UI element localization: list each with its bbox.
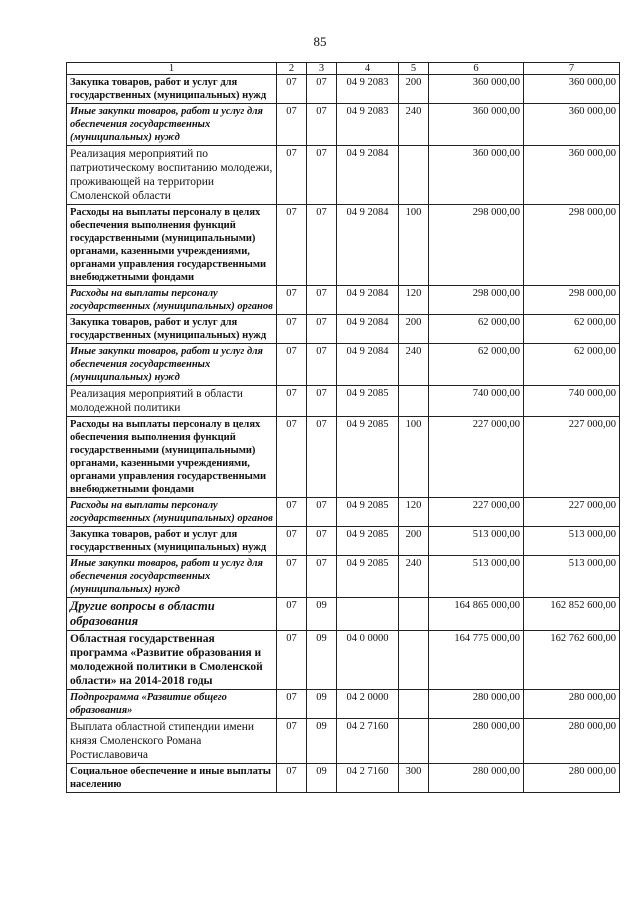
amount-col6-cell: 513 000,00 [429, 527, 524, 556]
row-name-cell: Областная государственная программа «Развитие образования и молодежной политики в Смоленской области» на 2014-2018 годы [67, 631, 277, 690]
column-header: 6 [429, 63, 524, 75]
table-row [67, 598, 620, 631]
row-name-cell: Реализация мероприятий по патриотическому воспитанию молодежи, проживающей на территории Смоленской области [67, 146, 277, 205]
amount-col7-cell: 740 000,00 [524, 386, 620, 417]
column-header: 2 [277, 63, 307, 75]
target-article-cell: 04 9 2083 [337, 104, 399, 146]
section-code-cell: 07 [277, 146, 307, 205]
table-row [67, 764, 620, 793]
table-row [67, 75, 620, 104]
amount-col6-cell: 513 000,00 [429, 556, 524, 598]
subsection-code-cell: 07 [307, 286, 337, 315]
table-row [67, 104, 620, 146]
subsection-code-cell: 07 [307, 556, 337, 598]
amount-col6-cell: 360 000,00 [429, 75, 524, 104]
subsection-code-cell: 09 [307, 764, 337, 793]
table-row [67, 315, 620, 344]
amount-col6-cell: 298 000,00 [429, 286, 524, 315]
expense-type-cell: 120 [399, 498, 429, 527]
section-code-cell: 07 [277, 719, 307, 764]
amount-col6-cell: 740 000,00 [429, 386, 524, 417]
subsection-code-cell: 07 [307, 344, 337, 386]
target-article-cell [337, 598, 399, 631]
section-code-cell: 07 [277, 631, 307, 690]
subsection-code-cell: 07 [307, 104, 337, 146]
expense-type-cell: 100 [399, 205, 429, 286]
row-name-cell: Расходы на выплаты персоналу государственных (муниципальных) органов [67, 286, 277, 315]
expense-type-cell: 240 [399, 556, 429, 598]
target-article-cell: 04 9 2085 [337, 556, 399, 598]
amount-col6-cell: 164 865 000,00 [429, 598, 524, 631]
column-header: 4 [337, 63, 399, 75]
column-header: 1 [67, 63, 277, 75]
section-code-cell: 07 [277, 104, 307, 146]
table-row [67, 146, 620, 205]
target-article-cell: 04 9 2084 [337, 205, 399, 286]
expense-type-cell [399, 631, 429, 690]
table-row [67, 527, 620, 556]
subsection-code-cell: 09 [307, 598, 337, 631]
amount-col7-cell: 298 000,00 [524, 286, 620, 315]
target-article-cell: 04 2 7160 [337, 719, 399, 764]
subsection-code-cell: 07 [307, 146, 337, 205]
amount-col6-cell: 227 000,00 [429, 417, 524, 498]
column-header: 7 [524, 63, 620, 75]
amount-col7-cell: 513 000,00 [524, 556, 620, 598]
subsection-code-cell: 09 [307, 690, 337, 719]
amount-col6-cell: 164 775 000,00 [429, 631, 524, 690]
section-code-cell: 07 [277, 75, 307, 104]
expense-type-cell [399, 386, 429, 417]
amount-col6-cell: 280 000,00 [429, 719, 524, 764]
amount-col7-cell: 62 000,00 [524, 344, 620, 386]
expense-type-cell: 100 [399, 417, 429, 498]
row-name-cell: Подпрограмма «Развитие общего образования» [67, 690, 277, 719]
amount-col7-cell: 360 000,00 [524, 75, 620, 104]
expense-type-cell: 120 [399, 286, 429, 315]
expense-type-cell: 300 [399, 764, 429, 793]
target-article-cell: 04 2 7160 [337, 764, 399, 793]
section-code-cell: 07 [277, 286, 307, 315]
table-row [67, 556, 620, 598]
row-name-cell: Иные закупки товаров, работ и услуг для обеспечения государственных (муниципальных) нужд [67, 104, 277, 146]
subsection-code-cell: 07 [307, 386, 337, 417]
subsection-code-cell: 07 [307, 315, 337, 344]
amount-col7-cell: 227 000,00 [524, 498, 620, 527]
target-article-cell: 04 9 2083 [337, 75, 399, 104]
amount-col7-cell: 227 000,00 [524, 417, 620, 498]
expense-type-cell: 200 [399, 315, 429, 344]
table-row [67, 498, 620, 527]
target-article-cell: 04 9 2084 [337, 286, 399, 315]
subsection-code-cell: 09 [307, 631, 337, 690]
amount-col7-cell: 162 852 600,00 [524, 598, 620, 631]
amount-col6-cell: 62 000,00 [429, 315, 524, 344]
table-row [67, 286, 620, 315]
subsection-code-cell: 07 [307, 498, 337, 527]
expense-type-cell [399, 598, 429, 631]
target-article-cell: 04 9 2084 [337, 315, 399, 344]
amount-col7-cell: 360 000,00 [524, 104, 620, 146]
row-name-cell: Расходы на выплаты персоналу государственных (муниципальных) органов [67, 498, 277, 527]
subsection-code-cell: 09 [307, 719, 337, 764]
amount-col6-cell: 360 000,00 [429, 104, 524, 146]
target-article-cell: 04 0 0000 [337, 631, 399, 690]
table-row [67, 631, 620, 690]
section-code-cell: 07 [277, 386, 307, 417]
row-name-cell: Другие вопросы в области образования [67, 598, 277, 631]
section-code-cell: 07 [277, 527, 307, 556]
row-name-cell: Закупка товаров, работ и услуг для государственных (муниципальных) нужд [67, 75, 277, 104]
amount-col7-cell: 360 000,00 [524, 146, 620, 205]
amount-col6-cell: 62 000,00 [429, 344, 524, 386]
table-row [67, 719, 620, 764]
section-code-cell: 07 [277, 556, 307, 598]
table-body [67, 75, 620, 793]
expense-type-cell [399, 719, 429, 764]
row-name-cell: Иные закупки товаров, работ и услуг для обеспечения государственных (муниципальных) нужд [67, 556, 277, 598]
amount-col6-cell: 360 000,00 [429, 146, 524, 205]
row-name-cell: Выплата областной стипендии имени князя Смоленского Романа Ростиславовича [67, 719, 277, 764]
amount-col6-cell: 227 000,00 [429, 498, 524, 527]
row-name-cell: Реализация мероприятий в области молодежной политики [67, 386, 277, 417]
amount-col7-cell: 298 000,00 [524, 205, 620, 286]
amount-col6-cell: 298 000,00 [429, 205, 524, 286]
section-code-cell: 07 [277, 417, 307, 498]
subsection-code-cell: 07 [307, 527, 337, 556]
row-name-cell: Расходы на выплаты персоналу в целях обеспечения выполнения функций государственными (муниципальными) органами, казенными учреждениями, органами управления государственными внебюджетными фондами [67, 417, 277, 498]
expense-type-cell: 200 [399, 527, 429, 556]
section-code-cell: 07 [277, 205, 307, 286]
expense-type-cell: 240 [399, 344, 429, 386]
target-article-cell: 04 2 0000 [337, 690, 399, 719]
amount-col6-cell: 280 000,00 [429, 690, 524, 719]
section-code-cell: 07 [277, 598, 307, 631]
amount-col7-cell: 280 000,00 [524, 719, 620, 764]
table-row [67, 386, 620, 417]
budget-table [66, 62, 620, 793]
expense-type-cell: 200 [399, 75, 429, 104]
target-article-cell: 04 9 2085 [337, 527, 399, 556]
table-row [67, 205, 620, 286]
header-row [67, 63, 620, 75]
subsection-code-cell: 07 [307, 205, 337, 286]
section-code-cell: 07 [277, 498, 307, 527]
expense-type-cell [399, 146, 429, 205]
section-code-cell: 07 [277, 315, 307, 344]
amount-col6-cell: 280 000,00 [429, 764, 524, 793]
section-code-cell: 07 [277, 690, 307, 719]
amount-col7-cell: 280 000,00 [524, 764, 620, 793]
table-row [67, 417, 620, 498]
column-header: 5 [399, 63, 429, 75]
table-row [67, 344, 620, 386]
column-header: 3 [307, 63, 337, 75]
expense-type-cell [399, 690, 429, 719]
expense-type-cell: 240 [399, 104, 429, 146]
section-code-cell: 07 [277, 764, 307, 793]
table-row [67, 690, 620, 719]
row-name-cell: Социальное обеспечение и иные выплаты населению [67, 764, 277, 793]
amount-col7-cell: 62 000,00 [524, 315, 620, 344]
target-article-cell: 04 9 2085 [337, 498, 399, 527]
row-name-cell: Закупка товаров, работ и услуг для государственных (муниципальных) нужд [67, 315, 277, 344]
row-name-cell: Иные закупки товаров, работ и услуг для обеспечения государственных (муниципальных) нужд [67, 344, 277, 386]
subsection-code-cell: 07 [307, 75, 337, 104]
target-article-cell: 04 9 2085 [337, 386, 399, 417]
amount-col7-cell: 280 000,00 [524, 690, 620, 719]
target-article-cell: 04 9 2084 [337, 344, 399, 386]
section-code-cell: 07 [277, 344, 307, 386]
page-number: 85 [313, 34, 327, 49]
row-name-cell: Расходы на выплаты персоналу в целях обеспечения выполнения функций государственными (муниципальными) органами, казенными учреждениями, органами управления государственными внебюджетными фондами [67, 205, 277, 286]
target-article-cell: 04 9 2085 [337, 417, 399, 498]
row-name-cell: Закупка товаров, работ и услуг для государственных (муниципальных) нужд [67, 527, 277, 556]
subsection-code-cell: 07 [307, 417, 337, 498]
amount-col7-cell: 162 762 600,00 [524, 631, 620, 690]
target-article-cell: 04 9 2084 [337, 146, 399, 205]
amount-col7-cell: 513 000,00 [524, 527, 620, 556]
